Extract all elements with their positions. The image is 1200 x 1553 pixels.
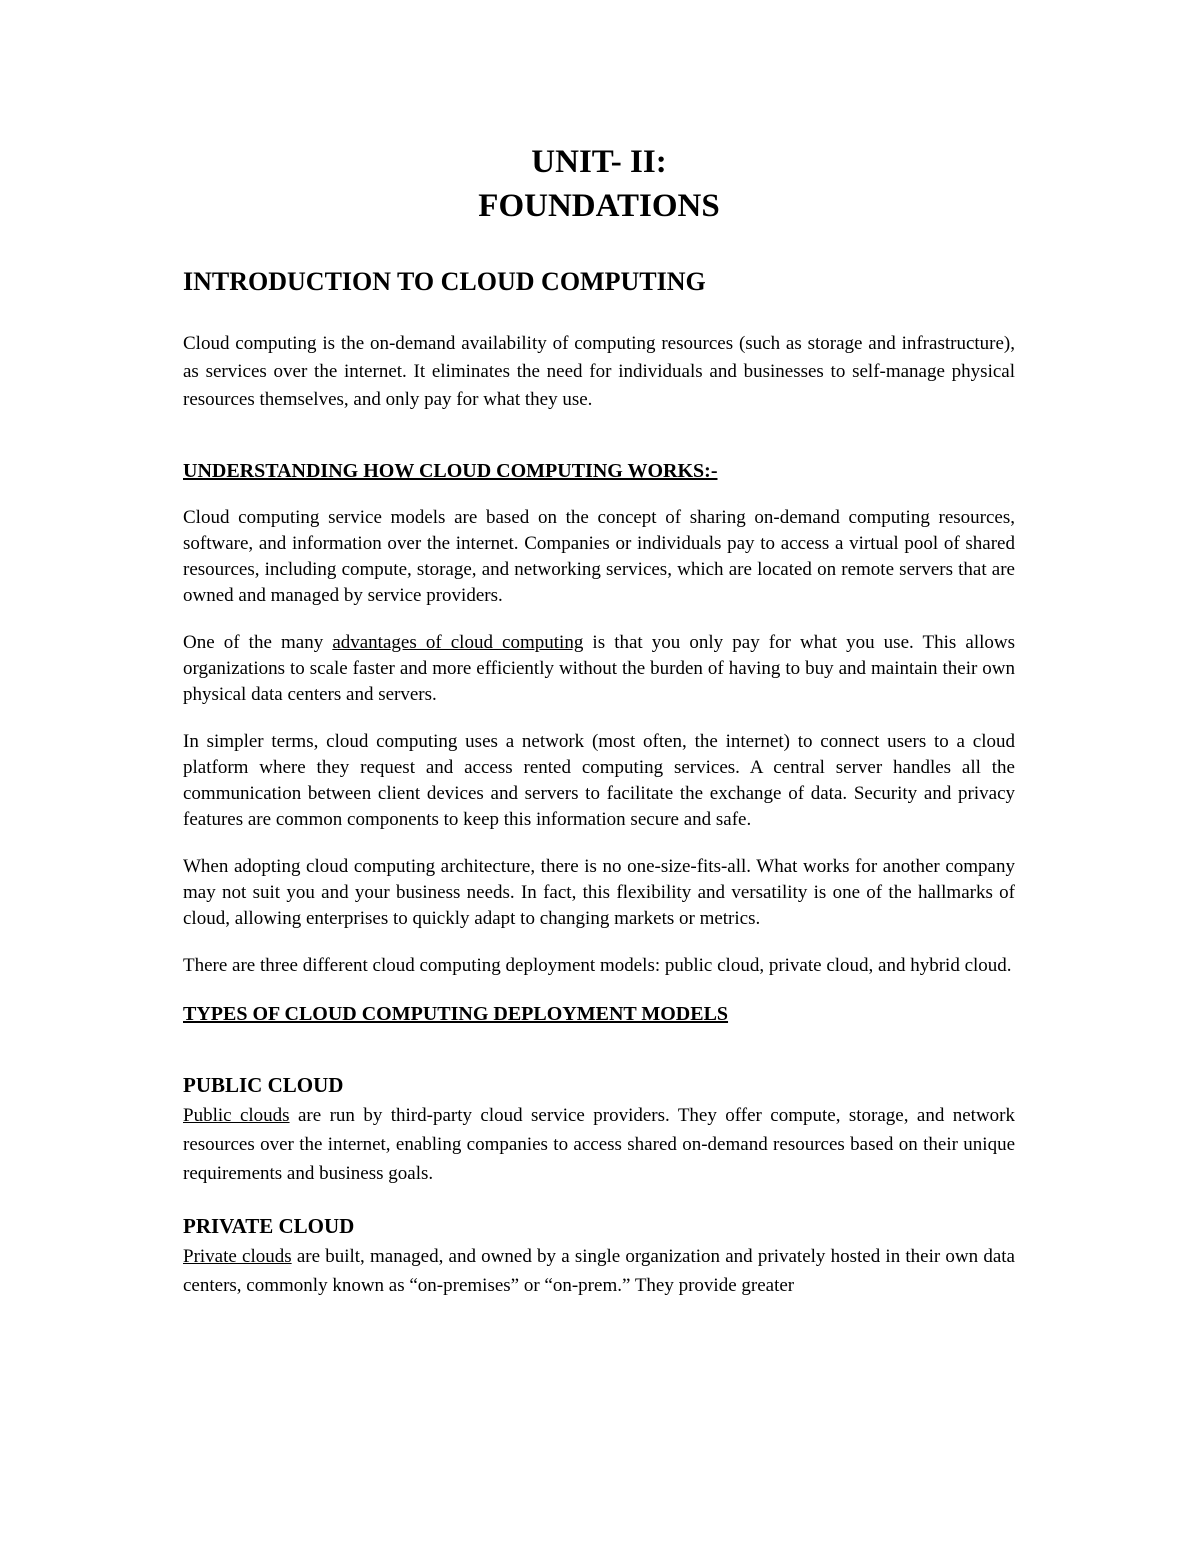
- public-cloud-paragraph: [183, 1101, 1015, 1188]
- unit-title-line-1: UNIT- II:: [531, 144, 667, 180]
- works-paragraph-1: Cloud computing service models are based on the concept of sharing on-demand computing resources, software, and information over the internet. Companies or individuals pay to access a virtual pool of shared resources, including compute, storage, and networking services, which are located on remote servers that are owned and managed by service providers.: [183, 507, 1015, 606]
- private-cloud-text: are built, managed, and owned by a single organization and privately hosted in their own data centers, commonly known as “on-premises” or “on-prem.” They provide greater: [183, 1246, 1015, 1296]
- public-clouds-link[interactable]: Public clouds: [183, 1105, 290, 1126]
- private-cloud-paragraph: [183, 1242, 1015, 1300]
- works-paragraph-5: There are three different cloud computing deployment models: public cloud, private cloud, and hybrid cloud.: [183, 955, 1012, 976]
- advantages-link[interactable]: advantages of cloud computing: [332, 632, 584, 653]
- private-cloud-heading: PRIVATE CLOUD: [183, 1214, 355, 1238]
- works-paragraph-2: [183, 630, 1015, 708]
- works-p2-after: is that you only pay for what you use. This allows organizations to scale faster and more efficiently without the burden of having to buy and maintain their own physical data centers and servers.: [183, 632, 1015, 705]
- private-clouds-link[interactable]: Private clouds: [183, 1246, 292, 1267]
- unit-title: [183, 140, 1015, 228]
- unit-title-line-2: FOUNDATIONS: [478, 188, 720, 224]
- types-heading: TYPES OF CLOUD COMPUTING DEPLOYMENT MODELS: [183, 1003, 729, 1025]
- document-body: [183, 140, 1015, 1300]
- public-cloud-text: are run by third-party cloud service providers. They offer compute, storage, and network resources over the internet, enabling companies to access shared on-demand resources based on their unique requirements and business goals.: [183, 1105, 1015, 1184]
- works-paragraph-3: In simpler terms, cloud computing uses a network (most often, the internet) to connect users to a cloud platform where they request and access rented computing services. A central server handles all the communication between client devices and servers to facilitate the exchange of data. Security and privacy features are common components to keep this information secure and safe.: [183, 731, 1015, 830]
- intro-heading: INTRODUCTION TO CLOUD COMPUTING: [183, 267, 706, 296]
- works-heading: UNDERSTANDING HOW CLOUD COMPUTING WORKS:-: [183, 460, 718, 482]
- works-p2-before: One of the many: [183, 632, 333, 653]
- works-paragraph-4: When adopting cloud computing architecture, there is no one-size-fits-all. What works for another company may not suit you and your business needs. In fact, this flexibility and versatility is one of the hallmarks of cloud, allowing enterprises to quickly adapt to changing markets or metrics.: [183, 856, 1015, 929]
- public-cloud-heading: PUBLIC CLOUD: [183, 1073, 344, 1097]
- intro-paragraph: Cloud computing is the on-demand availability of computing resources (such as storage and infrastructure), as services over the internet. It eliminates the need for individuals and businesses to self-manage physical resources themselves, and only pay for what they use.: [183, 333, 1015, 410]
